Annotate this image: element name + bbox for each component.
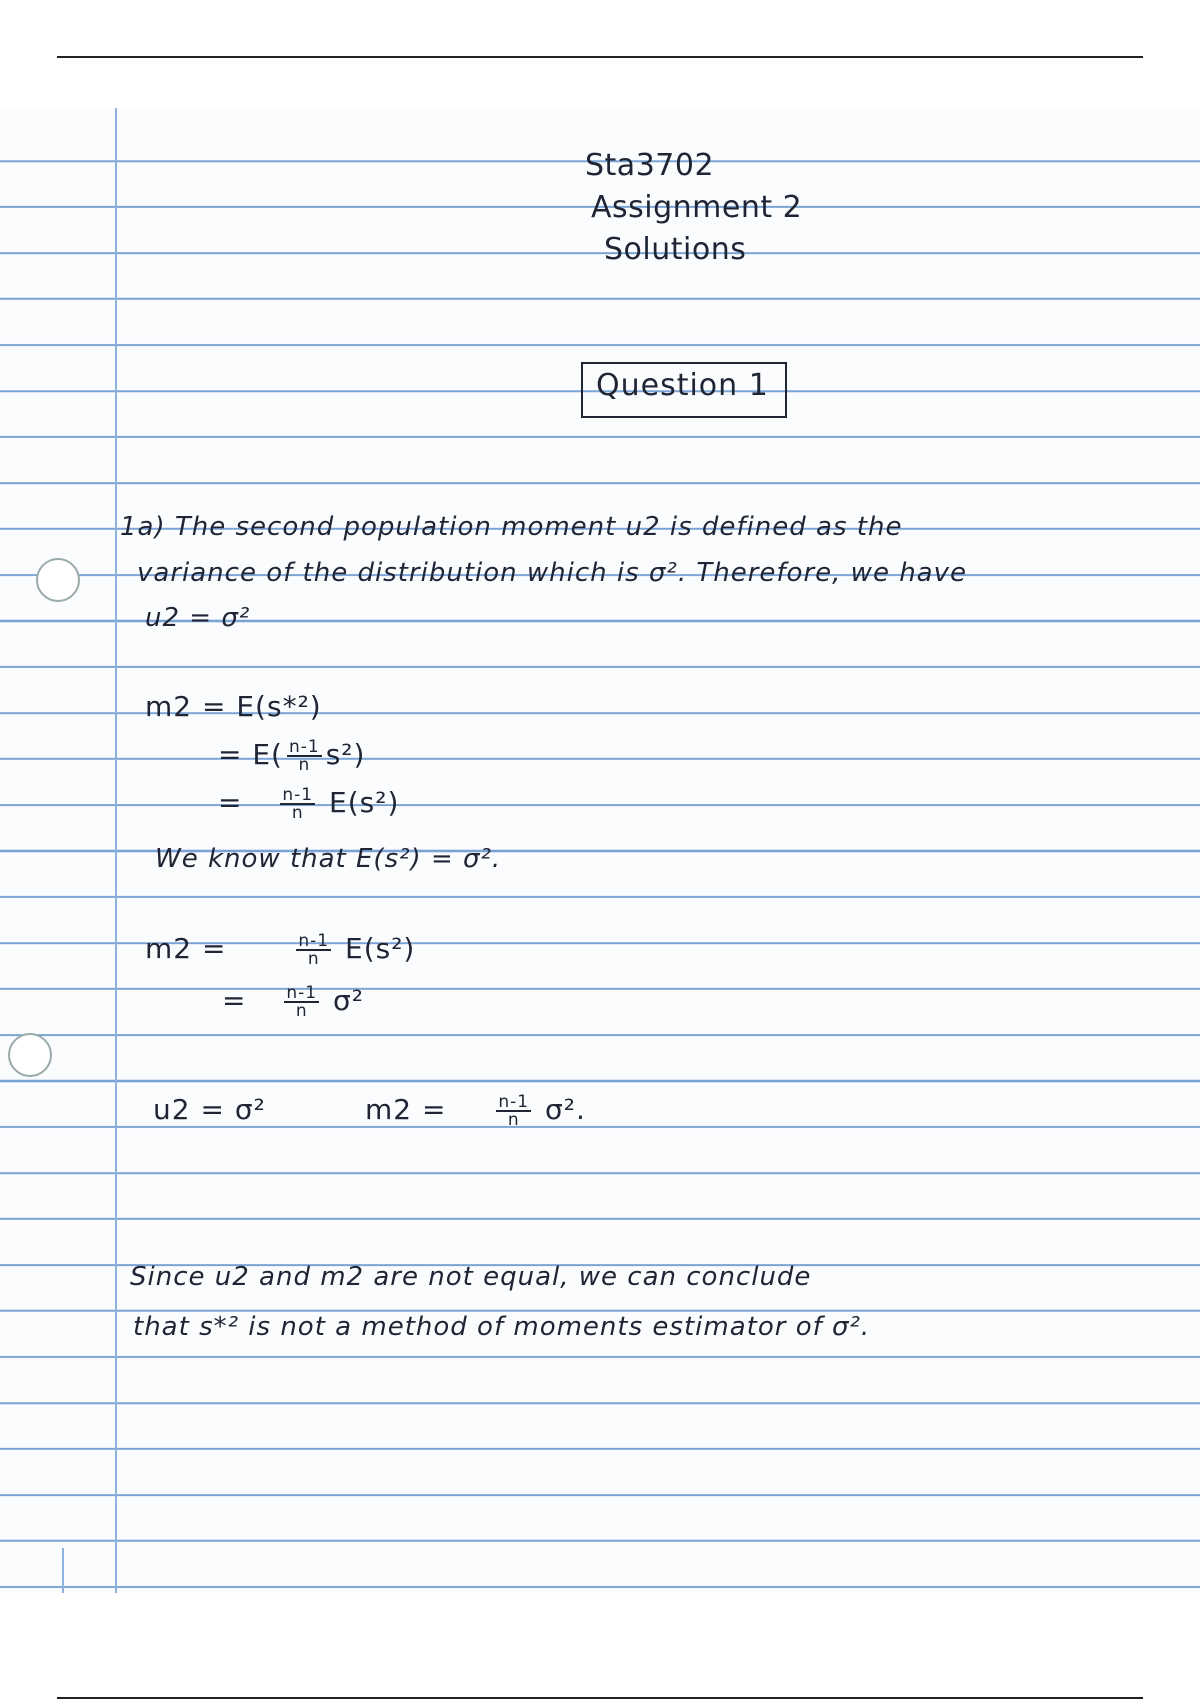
bottom-rule — [57, 1697, 1143, 1699]
question-heading: Question 1 — [596, 368, 769, 403]
fraction — [496, 1094, 531, 1128]
m2-lhs: m2 = — [145, 690, 227, 723]
term: σ². — [545, 1093, 586, 1126]
known-fact: We know that E(s²) = σ². — [155, 844, 502, 874]
derivation-line-3 — [218, 786, 399, 821]
fraction-denominator: n — [291, 803, 304, 823]
fraction-numerator: n-1 — [288, 737, 320, 757]
fraction-numerator: n-1 — [298, 931, 330, 951]
term: s²) — [325, 738, 366, 771]
equals-sign: = — [222, 984, 247, 1017]
binder-hole — [36, 558, 80, 602]
term: E(s²) — [329, 786, 400, 819]
fraction — [287, 739, 322, 773]
fraction-denominator: n — [307, 949, 320, 969]
fraction — [296, 933, 331, 967]
binder-hole — [8, 1033, 52, 1077]
m2-result — [365, 1093, 586, 1128]
fraction — [284, 985, 319, 1019]
fraction-numerator: n-1 — [498, 1092, 530, 1112]
derivation-line-4 — [145, 932, 415, 967]
u2-result: u2 = σ² — [153, 1093, 266, 1126]
derivation-line-5 — [222, 984, 364, 1019]
expectation: E(s*²) — [236, 690, 322, 723]
top-rule — [57, 56, 1143, 58]
paragraph-line-2: variance of the distribution which is σ². Therefore, we have — [137, 558, 967, 588]
m2-lhs: m2 = — [365, 1093, 447, 1126]
margin-line — [115, 108, 117, 1593]
equals-expectation: = E( — [218, 738, 283, 771]
fraction-denominator: n — [298, 755, 311, 775]
fraction — [280, 787, 315, 821]
course-code: Sta3702 — [585, 148, 715, 183]
derivation-line-2 — [218, 738, 365, 773]
assignment-title: Assignment 2 — [591, 190, 803, 225]
equals-sign: = — [218, 786, 243, 819]
derivation-line-1 — [145, 690, 322, 723]
paragraph-line-1: 1a) The second population moment u2 is defined as the — [120, 512, 903, 542]
conclusion-line-1: Since u2 and m2 are not equal, we can conclude — [130, 1262, 812, 1292]
conclusion-line-2: that s*² is not a method of moments estimator of σ². — [133, 1312, 871, 1342]
fraction-numerator: n-1 — [286, 983, 318, 1003]
margin-line-lower — [62, 1548, 64, 1593]
fraction-denominator: n — [295, 1001, 308, 1021]
solutions-subtitle: Solutions — [604, 232, 747, 267]
m2-lhs: m2 = — [145, 932, 227, 965]
fraction-denominator: n — [507, 1110, 520, 1130]
fraction-numerator: n-1 — [282, 785, 314, 805]
paragraph-line-3: u2 = σ² — [145, 603, 251, 633]
term: E(s²) — [345, 932, 416, 965]
term: σ² — [333, 984, 364, 1017]
